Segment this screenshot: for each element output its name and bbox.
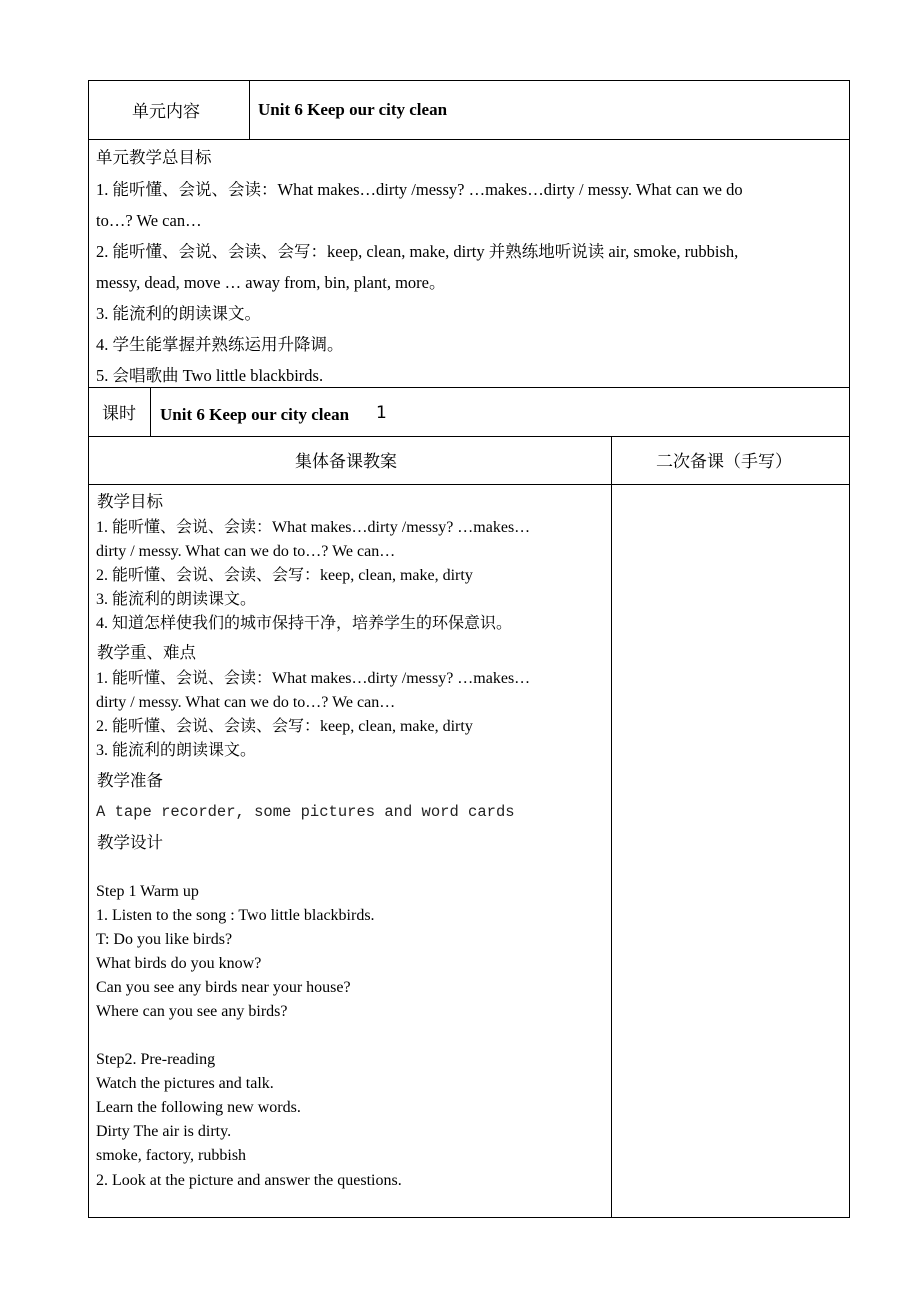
unit-goal-line: 3. 能流利的朗读课文。: [96, 304, 261, 323]
unit-goal-line: 1. 能听懂、会说、会读：What makes…dirty /messy? …makes…dirty / messy. What can we do: [96, 180, 743, 199]
column-divider: [150, 387, 151, 436]
table-border-right: [849, 80, 850, 1218]
preparation-heading: 教学准备: [97, 771, 163, 790]
table-border-top: [88, 80, 850, 81]
unit-goal-line: 2. 能听懂、会说、会读、会写：keep, clean, make, dirty 并熟练地听说读 air, smoke, rubbish,: [96, 242, 739, 261]
design-heading: 教学设计: [97, 833, 163, 852]
column-divider: [249, 80, 250, 139]
design-line: 2. Look at the picture and answer the questions.: [96, 1172, 402, 1189]
key-point-line: dirty / messy. What can we do to…? We can…: [96, 694, 396, 711]
design-line: Step 1 Warm up: [96, 883, 199, 900]
lesson-number: 1: [376, 403, 387, 423]
design-line: smoke, factory, rubbish: [96, 1147, 247, 1164]
key-point-line: 1. 能听懂、会说、会读：What makes…dirty /messy? …makes…: [96, 670, 531, 687]
unit-goal-line: to…? We can…: [96, 211, 202, 230]
key-point-line: 2. 能听懂、会说、会读、会写：keep, clean, make, dirty: [96, 718, 473, 735]
objective-line: 1. 能听懂、会说、会读：What makes…dirty /messy? …makes…: [96, 519, 531, 536]
design-line: T: Do you like birds?: [96, 931, 233, 948]
design-line: Step2. Pre-reading: [96, 1051, 216, 1068]
table-border-left: [88, 80, 89, 1218]
key-points-heading: 教学重、难点: [97, 643, 196, 662]
unit-label: 单元内容: [132, 102, 200, 122]
lesson-title: Unit 6 Keep our city clean: [160, 405, 350, 424]
table-border-bottom: [88, 1217, 850, 1218]
key-point-line: 3. 能流利的朗读课文。: [96, 742, 257, 759]
unit-goal-line: 5. 会唱歌曲 Two little blackbirds.: [96, 366, 324, 385]
column-header-main: 集体备课教案: [295, 452, 397, 472]
unit-title: Unit 6 Keep our city clean: [258, 100, 448, 119]
unit-goals-heading: 单元教学总目标: [96, 148, 212, 167]
column-divider: [611, 436, 612, 1217]
column-header-second: 二次备课（手写）: [656, 452, 792, 472]
objective-line: dirty / messy. What can we do to…? We can…: [96, 543, 396, 560]
row-divider: [88, 139, 850, 140]
design-line: Can you see any birds near your house?: [96, 979, 351, 996]
objective-line: 3. 能流利的朗读课文。: [96, 591, 257, 608]
row-divider: [88, 484, 850, 485]
design-line: 1. Listen to the song : Two little blackbirds.: [96, 907, 375, 924]
design-line: Dirty The air is dirty.: [96, 1123, 232, 1140]
unit-goal-line: 4. 学生能掌握并熟练运用升降调。: [96, 335, 344, 354]
design-line: Learn the following new words.: [96, 1099, 301, 1116]
design-line: Where can you see any birds?: [96, 1003, 288, 1020]
objectives-heading: 教学目标: [97, 492, 163, 511]
lesson-label: 课时: [102, 404, 136, 424]
row-divider: [88, 387, 850, 388]
preparation-text: A tape recorder, some pictures and word cards: [96, 803, 515, 821]
design-line: What birds do you know?: [96, 955, 262, 972]
objective-line: 2. 能听懂、会说、会读、会写：keep, clean, make, dirty: [96, 567, 473, 584]
row-divider: [88, 436, 850, 437]
unit-goal-line: messy, dead, move … away from, bin, plant, more。: [96, 273, 446, 292]
design-line: Watch the pictures and talk.: [96, 1075, 274, 1092]
objective-line: 4. 知道怎样使我们的城市保持干净，培养学生的环保意识。: [96, 615, 513, 632]
